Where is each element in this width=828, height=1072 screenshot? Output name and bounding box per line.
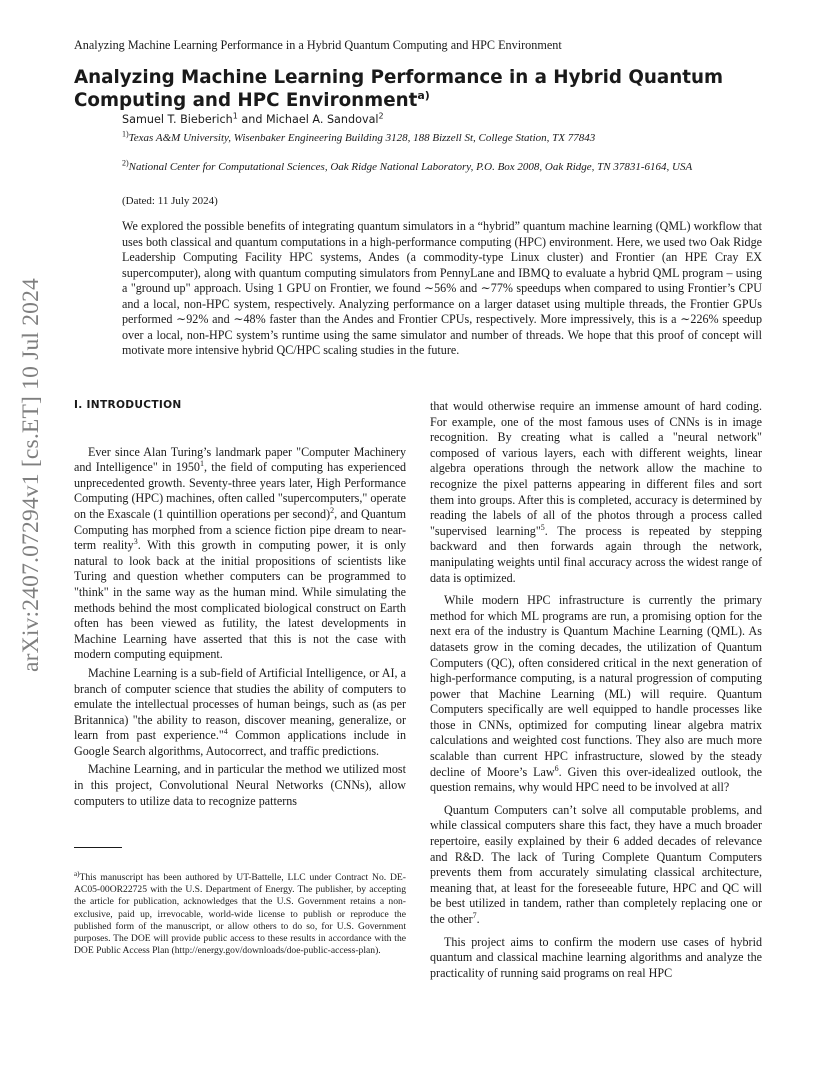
citation-ref: 6 — [554, 763, 559, 773]
title-line-1: Analyzing Machine Learning Performance in a Hybrid Quantum — [74, 67, 724, 88]
title-footnote-mark: a) — [417, 88, 430, 102]
paragraph-text: Common applications include in Google Search algorithms, Autocorrect, and traffic predictions. — [74, 728, 406, 758]
paragraph-text: . Given this over-idealized outlook, the question remains, why would HPC need to be involved at all? — [430, 764, 763, 795]
paragraph-text: While modern HPC infrastructure is currently the primary method for which ML programs are run, a promising option for the next era of the industry is Quantum Machine Learning (QML). As datasets grow in the coming decades, the utilization of Quantum Computers (QC), often considered critical in the next generation of high-performance computing, is a natural progression of computing power that Machine Learning (ML) will require. Quantum Computers specifically are well equipped to handle processes like those in CNNs, optimized for computing linear algebra matrix calculations and weighted cost functions. They also are much more scalable than current HPC infrastructure, slowed by the steady decline of Moore’s Law — [430, 593, 762, 779]
body-paragraph — [74, 666, 406, 760]
author-conjunction: and — [237, 113, 266, 126]
paragraph-text: Quantum Computers can’t solve all computable problems, and while classical computers share this fact, they have a much broader repertoire, easily explained by their 6 added decades of relevance and R&D. The lack of Turing Complete Quantum Computers prevents them from accurately simulating classical architecture, meaning that, at least for the foreseeable future, HPC and QC will be best utilized in tandem, rather than completely replacing one or the other — [430, 802, 762, 926]
affiliation-2 — [122, 160, 762, 174]
citation-ref: 5 — [540, 522, 545, 532]
affiliation-mark: 1 — [232, 111, 238, 121]
affiliation-number: 1) — [122, 129, 129, 139]
affiliation-text: National Center for Computational Sciences, Oak Ridge National Laboratory, P.O. Box 2008, Oak Ridge, TN 37831-6164, USA — [128, 161, 693, 173]
paragraph-text: Ever since Alan Turing’s landmark paper "Computer Machinery and Intelligence" in 1950 — [74, 444, 406, 475]
running-header: Analyzing Machine Learning Performance in a Hybrid Quantum Computing and HPC Environment — [74, 38, 562, 52]
affiliation-text: Texas A&M University, Wisenbaker Engineering Building 3128, 188 Bizzell St, College Station, TX 77843 — [128, 132, 596, 144]
paragraph-text: , and Quantum Computing has morphed from a science fiction pipe dream to near-term reality — [74, 506, 406, 553]
citation-ref: 7 — [472, 910, 477, 920]
affiliation-1 — [122, 131, 762, 145]
paper-title — [74, 67, 764, 112]
citation-ref: 2 — [330, 505, 335, 515]
author-name: Michael A. Sandoval — [265, 113, 379, 126]
date-line: (Dated: 11 July 2024) — [122, 195, 218, 207]
author-name: Samuel T. Bieberich — [122, 113, 233, 126]
paragraph-text: . With this growth in computing power, it is only natural to look back at the initial propositions of scientists like Turing and question whether computers can be programmed to "think" in the same way as the human mind. While simulating the methods behind the most complicated biological construct on Earth often has been viewed as futility, the latest developments in Machine Learning have asserted that this is not the case with modern computing equipment. — [74, 538, 407, 662]
citation-ref: 1 — [199, 459, 204, 469]
arxiv-identifier: arXiv:2407.07294v1 [cs.ET] 10 Jul 2024 — [18, 278, 44, 672]
body-paragraph: This project aims to confirm the modern use cases of hybrid quantum and classical machine learning algorithms and analyze the practicality of running said programs on real HPC — [430, 934, 762, 980]
footnote — [74, 869, 406, 957]
body-paragraph — [430, 399, 762, 586]
citation-ref: 3 — [133, 537, 138, 547]
footnote-text: This manuscript has been authored by UT-Battelle, LLC under Contract No. DE-AC05-00OR22725 with the U.S. Department of Energy. The publisher, by accepting the article for publication, acknowledges that the U.S. Government retains a non-exclusive, paid up, irrevocable, world-wide license to publish or reproduce the published form of the manuscript, or allow others to do so, for U.S. Government purposes. The DOE will provide public access to these results in accordance with the DOE Public Access Plan (http://energy.gov/downloads/doe-public-access-plan). — [74, 872, 406, 957]
right-column — [430, 399, 762, 988]
body-paragraph — [74, 445, 406, 663]
paragraph-text: Machine Learning is a sub-field of Artificial Intelligence, or AI, a branch of computer science that studies the ability of computers to emulate the intellectual processes of human beings, such as (as per Britannica) "the ability to reason, discover meaning, generalize, or learn from past experience." — [74, 665, 406, 743]
body-paragraph: Machine Learning, and in particular the method we utilized most in this project, Convolutional Neural Networks (CNNs), allow computers to utilize data to recognize patterns — [74, 762, 406, 808]
paragraph-text: . The process is repeated by stepping backward and then forwards again through the network, manipulating weights until final accuracy across the widest range of data is optimized. — [430, 523, 762, 585]
abstract: We explored the possible benefits of integrating quantum simulators in a “hybrid” quantum machine learning (QML) workflow that uses both classical and quantum computations in a high-performance computing (HPC) environment. Here, we used two Oak Ridge Leadership Computing Facility HPC systems, Andes (a commodity-type Linux cluster) and Frontier (an HPE Cray EX supercomputer), along with quantum computing simulators from PennyLane and IBMQ to evaluate a hybrid QML program – using a "ground up" approach. Using 1 GPU on Frontier, we found ∼56% and ∼77% speedups when compared to using Frontier’s CPU and a local, non-HPC system, respectively. Analyzing performance on a larger dataset using multiple threads, the Frontier GPUs performed ∼92% and ∼48% faster than the Andes and Frontier CPUs, respectively. More impressively, this is a ∼226% speedup over a local, non-HPC system’s runtime using the same simulator and number of threads. We hope that this proof of concept will motivate more intensive hybrid QC/HPC scaling studies in the future. — [122, 219, 762, 358]
body-paragraph — [430, 803, 762, 928]
footnote-mark: a) — [74, 869, 80, 878]
affiliation-mark: 2 — [378, 111, 384, 121]
paragraph-text: , the field of computing has experienced unprecedented growth. Seventy-three years later, High Performance Computing (HPC) machines, often called "supercomputers," operate on the Exascale (1 quintillion operations per second) — [74, 460, 406, 521]
citation-ref: 4 — [223, 727, 228, 737]
body-paragraph — [430, 593, 762, 796]
affiliation-number: 2) — [122, 158, 129, 168]
left-column — [74, 398, 406, 812]
title-line-2: Computing and HPC Environment — [74, 89, 418, 111]
paragraph-text: . — [476, 912, 480, 926]
section-heading: I. INTRODUCTION — [74, 399, 182, 411]
author-list — [122, 113, 762, 127]
paragraph-text: that would otherwise require an immense amount of hard coding. For example, one of the most famous uses of CNNs is in image recognition. By creating what is called a "neural network" composed of various layers, each with different weights, linear algebra operations through the network allow the machine to recognize the pixel patterns appearing in different files and sort them into groups. After this is completed, accuracy is determined by reading the labels of all of the photos through a process called "supervised learning" — [430, 399, 762, 538]
footnote-rule — [74, 847, 122, 848]
